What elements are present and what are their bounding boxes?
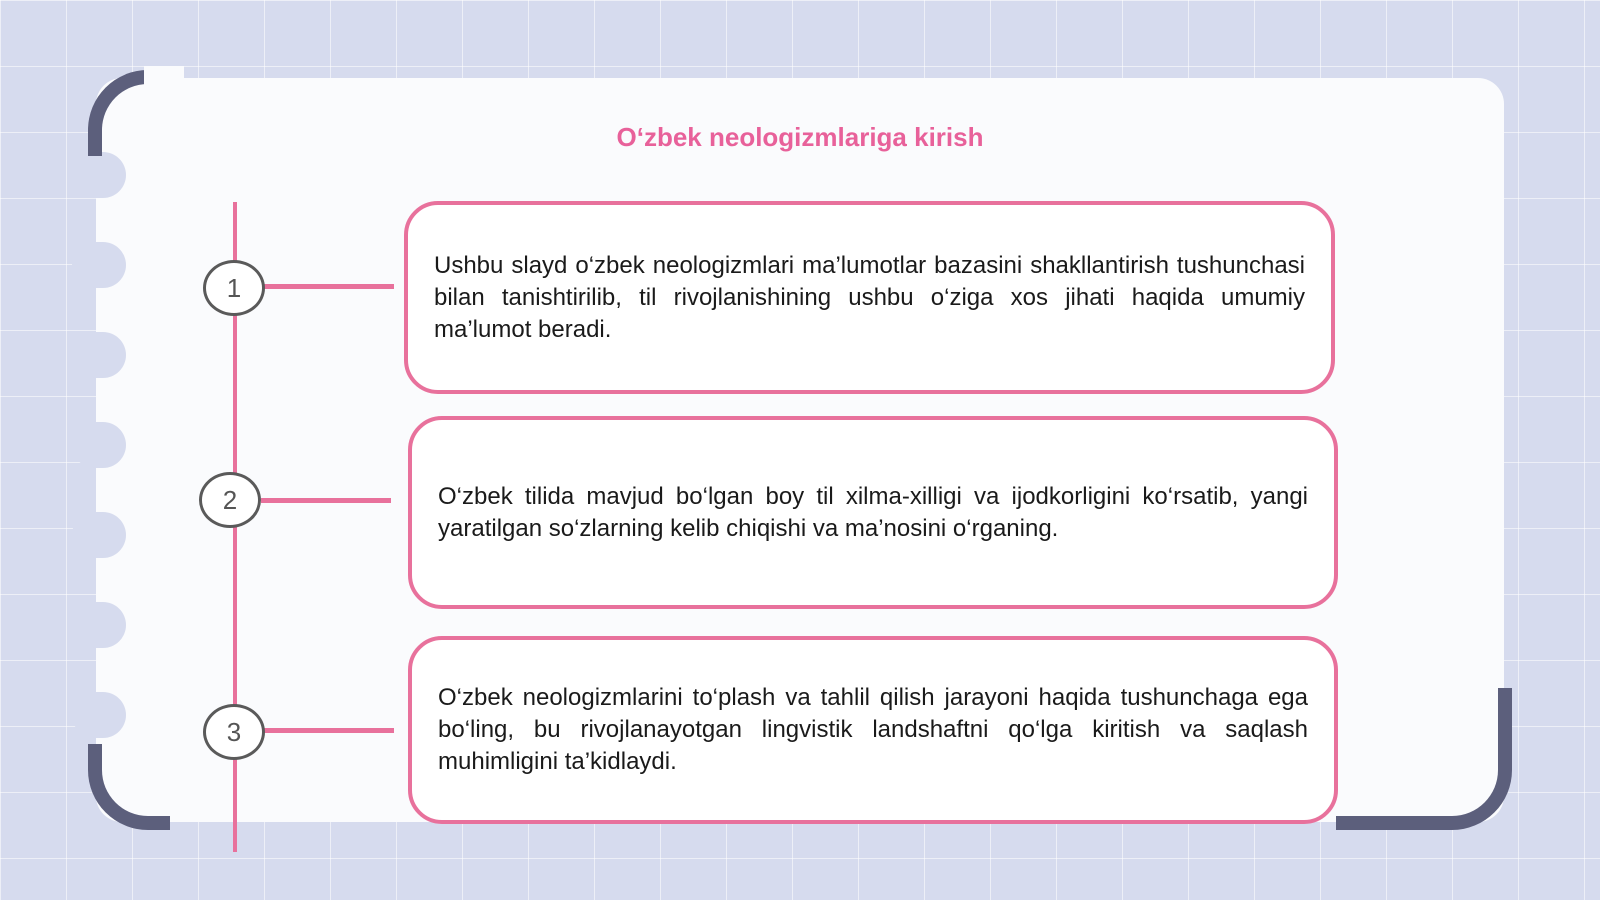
step-number-badge: 1 [203, 260, 265, 316]
step-number-badge: 3 [203, 704, 265, 760]
step-card [404, 201, 1335, 394]
corner-bracket-gap [144, 66, 184, 90]
step-number-badge: 2 [199, 472, 261, 528]
notch-decoration [72, 152, 126, 198]
corner-bracket-bottom-right [1336, 688, 1512, 830]
step-text: Ushbu slayd o‘zbek neologizmlari ma’lumotlar bazasini shakllantirish tushunchasi bilan tanishtirilib, til rivojlanishining ushbu o‘ziga xos jihati haqida umumiy ma’lumot beradi. [434, 251, 1305, 343]
slide-title: O‘zbek neologizmlariga kirish [616, 122, 984, 152]
step-card [408, 636, 1338, 824]
connector-line [261, 498, 391, 503]
connector-line [264, 728, 394, 733]
step-text: O‘zbek tilida mavjud bo‘lgan boy til xilma-xilligi va ijodkorligini ko‘rsatib, yangi yaratilgan so‘zlarning kelib chiqishi va ma’nosini o‘rganing. [438, 482, 1308, 542]
connector-line [264, 284, 394, 289]
notch-decoration [72, 692, 126, 738]
notch-decoration [72, 512, 126, 558]
step-card [408, 416, 1338, 609]
step-text: O‘zbek neologizmlarini to‘plash va tahlil qilish jarayoni haqida tushunchaga ega bo‘ling, bu rivojlanayotgan lingvistik landshaftni qo‘lga kiritish va saqlash muhimligini ta’kidlaydi. [438, 684, 1308, 775]
corner-bracket-bottom-left [88, 744, 170, 830]
notch-decoration [72, 242, 126, 288]
notch-decoration [72, 422, 126, 468]
notch-decoration [72, 332, 126, 378]
notch-decoration [72, 602, 126, 648]
